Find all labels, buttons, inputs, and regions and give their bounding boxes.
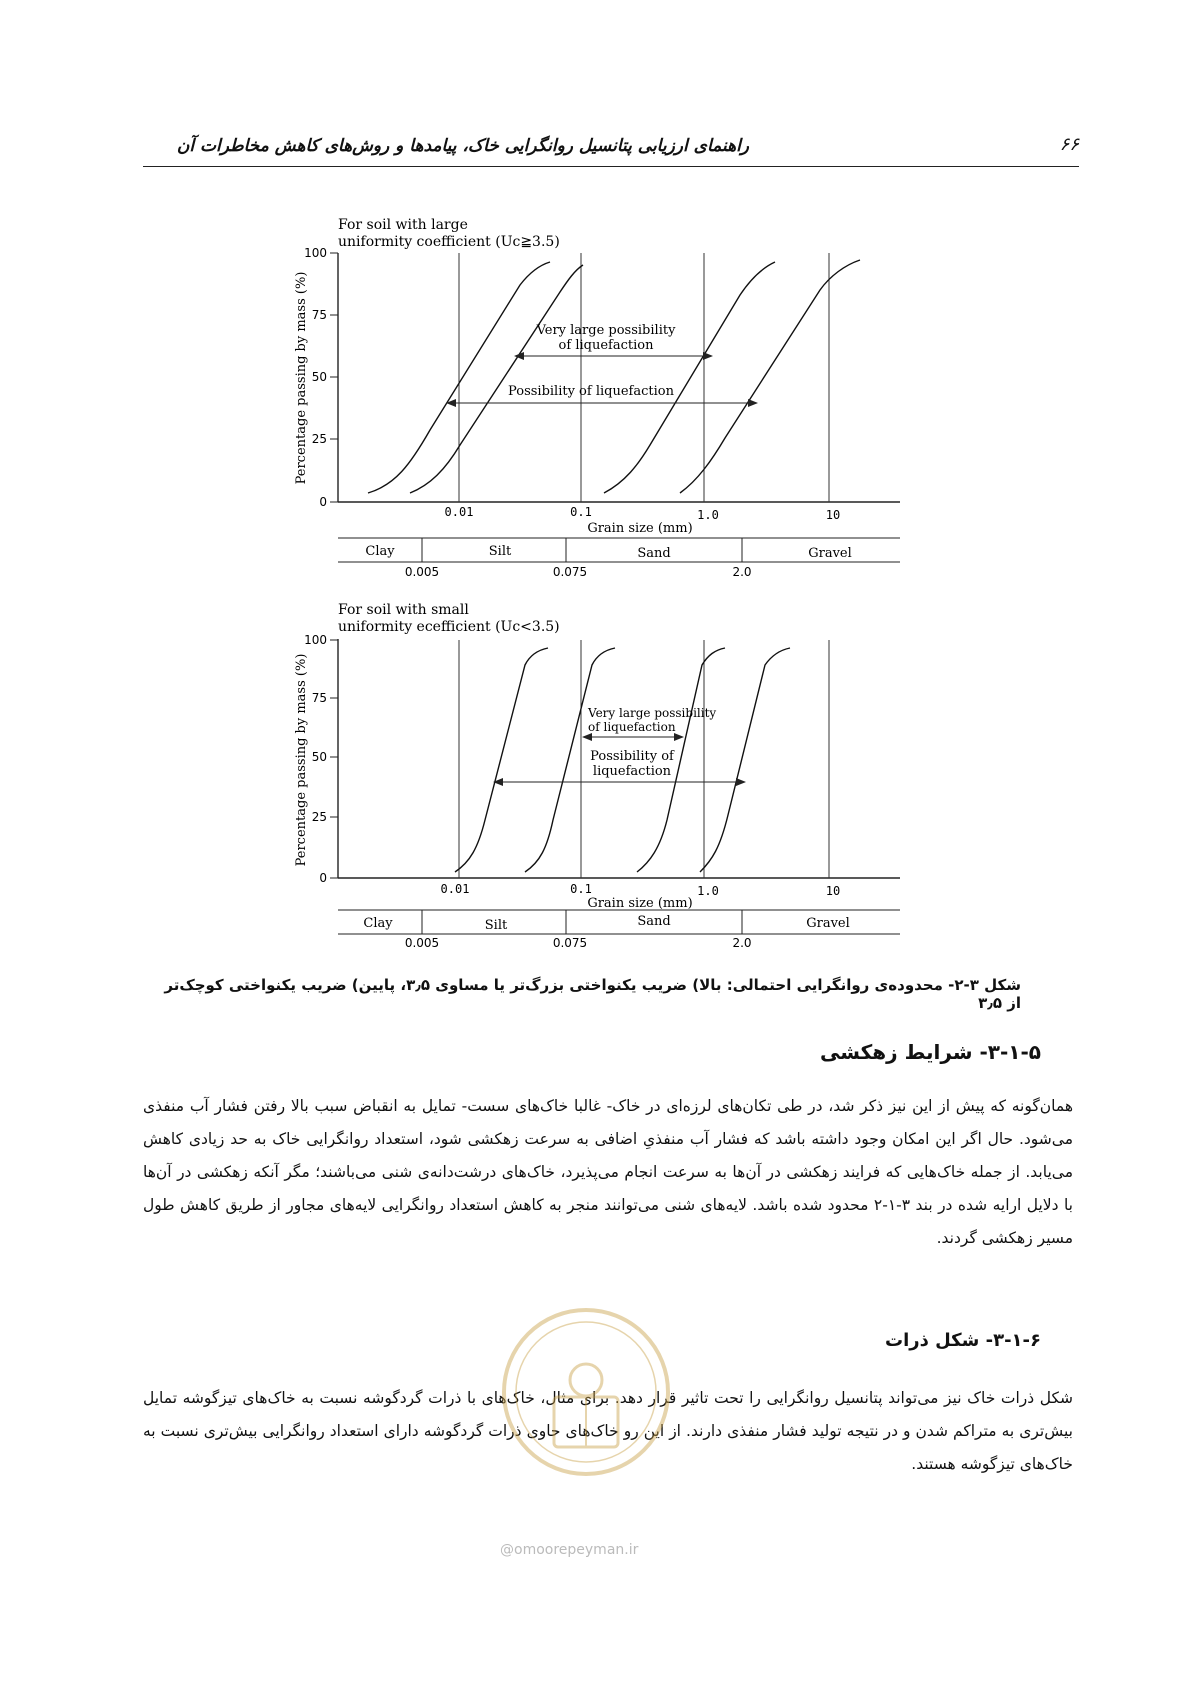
- top-class-sand: Sand: [637, 546, 671, 561]
- bottom-xtick-0.1: 0.1: [570, 882, 592, 896]
- top-soil-strip: [338, 538, 900, 579]
- top-xtick-10: 10: [825, 508, 841, 522]
- top-xtick-1.0: 1.0: [697, 508, 719, 522]
- top-xtick-0.1: 0.1: [570, 505, 592, 519]
- top-title-line1: For soil with large: [338, 217, 468, 233]
- bottom-class-sand: Sand: [637, 914, 671, 929]
- bottom-xlabel: Grain size (mm): [587, 896, 693, 911]
- top-class-clay: Clay: [365, 544, 395, 559]
- top-ytick-50: 50: [311, 370, 327, 384]
- bottom-ytick-25: 25: [311, 810, 327, 824]
- top-bound-2.0: 2.0: [732, 565, 752, 579]
- top-annot-very-large-1: Very large possibility: [536, 323, 676, 338]
- bottom-curve-fine-left: [455, 648, 548, 872]
- page-number: ۶۶: [1059, 134, 1079, 155]
- bottom-chart: [294, 602, 900, 950]
- bottom-title-line2: uniformity ecefficient (Uc<3.5): [338, 619, 560, 635]
- top-curve-fine-right: [410, 265, 583, 493]
- watermark-url: @omoorepeyman.ir: [500, 1542, 639, 1558]
- top-xtick-0.01: 0.01: [444, 505, 474, 519]
- top-chart: [294, 217, 900, 579]
- top-annot-possibility: Possibility of liquefaction: [508, 384, 674, 399]
- bottom-xtick-1.0: 1.0: [697, 884, 719, 898]
- bottom-bound-2.0: 2.0: [732, 936, 752, 950]
- bottom-ytick-0: 0: [319, 871, 327, 885]
- bottom-annot-possibility-2: liquefaction: [592, 764, 672, 779]
- top-ytick-0: 0: [319, 495, 327, 509]
- bottom-class-silt: Silt: [484, 918, 508, 933]
- top-curve-coarse-left: [604, 262, 775, 493]
- bottom-annot-possibility-1: Possibility of: [590, 749, 674, 764]
- bottom-xtick-0.01: 0.01: [440, 882, 470, 896]
- top-bound-0.005: 0.005: [404, 565, 440, 579]
- top-ytick-25: 25: [311, 432, 327, 446]
- bottom-xtick-10: 10: [825, 884, 841, 898]
- top-bound-0.075: 0.075: [552, 565, 588, 579]
- bottom-ylabel: Percentage passing by mass (%): [294, 653, 309, 867]
- bottom-ytick-100: 100: [304, 633, 327, 647]
- top-class-gravel: Gravel: [808, 546, 852, 561]
- figure-caption: شکل ۳-۲- محدوده‌ی روانگرایی احتمالی: بالا) ضریب یکنواختی بزرگ‌تر یا مساوی ۳٫۵، پایین) ضریب یکنواختی کوچک‌تر از ۳٫۵: [164, 976, 1021, 1012]
- bottom-class-gravel: Gravel: [806, 916, 850, 931]
- paragraph-particle-shape: شکل ذرات خاک نیز می‌تواند پتانسیل روانگرایی را تحت تاثیر قرار دهد. برای مثال، خاک‌های با ذرات گردگوشه نسبت به خاک‌های تیزگوشه تمایل بیش‌تری به متراکم شدن و در نتیجه تولید فشار منفذی دارند. از این رو خاک‌های حاوی ذرات گردگوشه دارای استعداد روانگرایی بیش‌تری نسبت به خاک‌های تیزگوشه هستند.: [143, 1389, 1073, 1473]
- bottom-annot-very-large-1: Very large possibility: [588, 706, 717, 720]
- watermark-seal-icon: [496, 1302, 676, 1492]
- bottom-curve-coarse-right: [700, 648, 790, 872]
- top-curve-coarse-right: [680, 260, 860, 493]
- bottom-soil-strip: [338, 910, 900, 950]
- bottom-bound-0.005: 0.005: [404, 936, 440, 950]
- section-heading-particle-shape: ۳-۱-۶- شکل ذرات: [884, 1330, 1041, 1351]
- top-ytick-75: 75: [311, 308, 327, 322]
- top-ytick-100: 100: [304, 246, 327, 260]
- bottom-annot-very-large-2: of liquefaction: [588, 720, 676, 734]
- running-title: راهنمای ارزیابی پتانسیل روانگرایی خاک، پیامدها و روش‌های کاهش مخاطرات آن: [176, 136, 749, 156]
- bottom-class-clay: Clay: [363, 916, 393, 931]
- bottom-ytick-75: 75: [311, 691, 327, 705]
- bottom-ytick-50: 50: [311, 750, 327, 764]
- bottom-title-line1: For soil with small: [338, 602, 469, 618]
- top-title-line2: uniformity coefficient (Uc≧3.5): [338, 234, 560, 250]
- top-class-silt: Silt: [488, 544, 512, 559]
- top-ylabel: Percentage passing by mass (%): [294, 271, 309, 485]
- top-annot-very-large-2: of liquefaction: [558, 338, 654, 353]
- top-xlabel: Grain size (mm): [587, 521, 693, 536]
- paragraph-drainage: همان‌گونه که پیش از این نیز ذکر شد، در طی تکان‌های لرزه‌ای در خاک- غالبا خاک‌های سست- تمایل به انقباض سبب بالا رفتن فشار آب منفذی می‌شود. حال اگر این امکان وجود داشته باشد که فشار آب منفذیِ اضافی به سرعت زهکشی شود، استعداد روانگرایی خاک به حد زیادی کاهش می‌یابد. از جمله خاک‌هایی که فرایند زهکشی در آن‌ها به سرعت انجام می‌پذیرد، خاک‌های درشت‌دانه‌ی شنی می‌باشند؛ مگر آنکه زهکشی در آن‌ها با دلایل ارایه شده در بند ۳-۱-۲ محدود شده باشد. لایه‌های شنی می‌توانند منجر به کاهش استعداد روانگرایی لایه‌های مجاور از طریق کاهش طول مسیر زهکشی گردند.: [143, 1097, 1074, 1247]
- bottom-bound-0.075: 0.075: [552, 936, 588, 950]
- section-heading-drainage: ۳-۱-۵- شرایط زهکشی: [820, 1040, 1041, 1064]
